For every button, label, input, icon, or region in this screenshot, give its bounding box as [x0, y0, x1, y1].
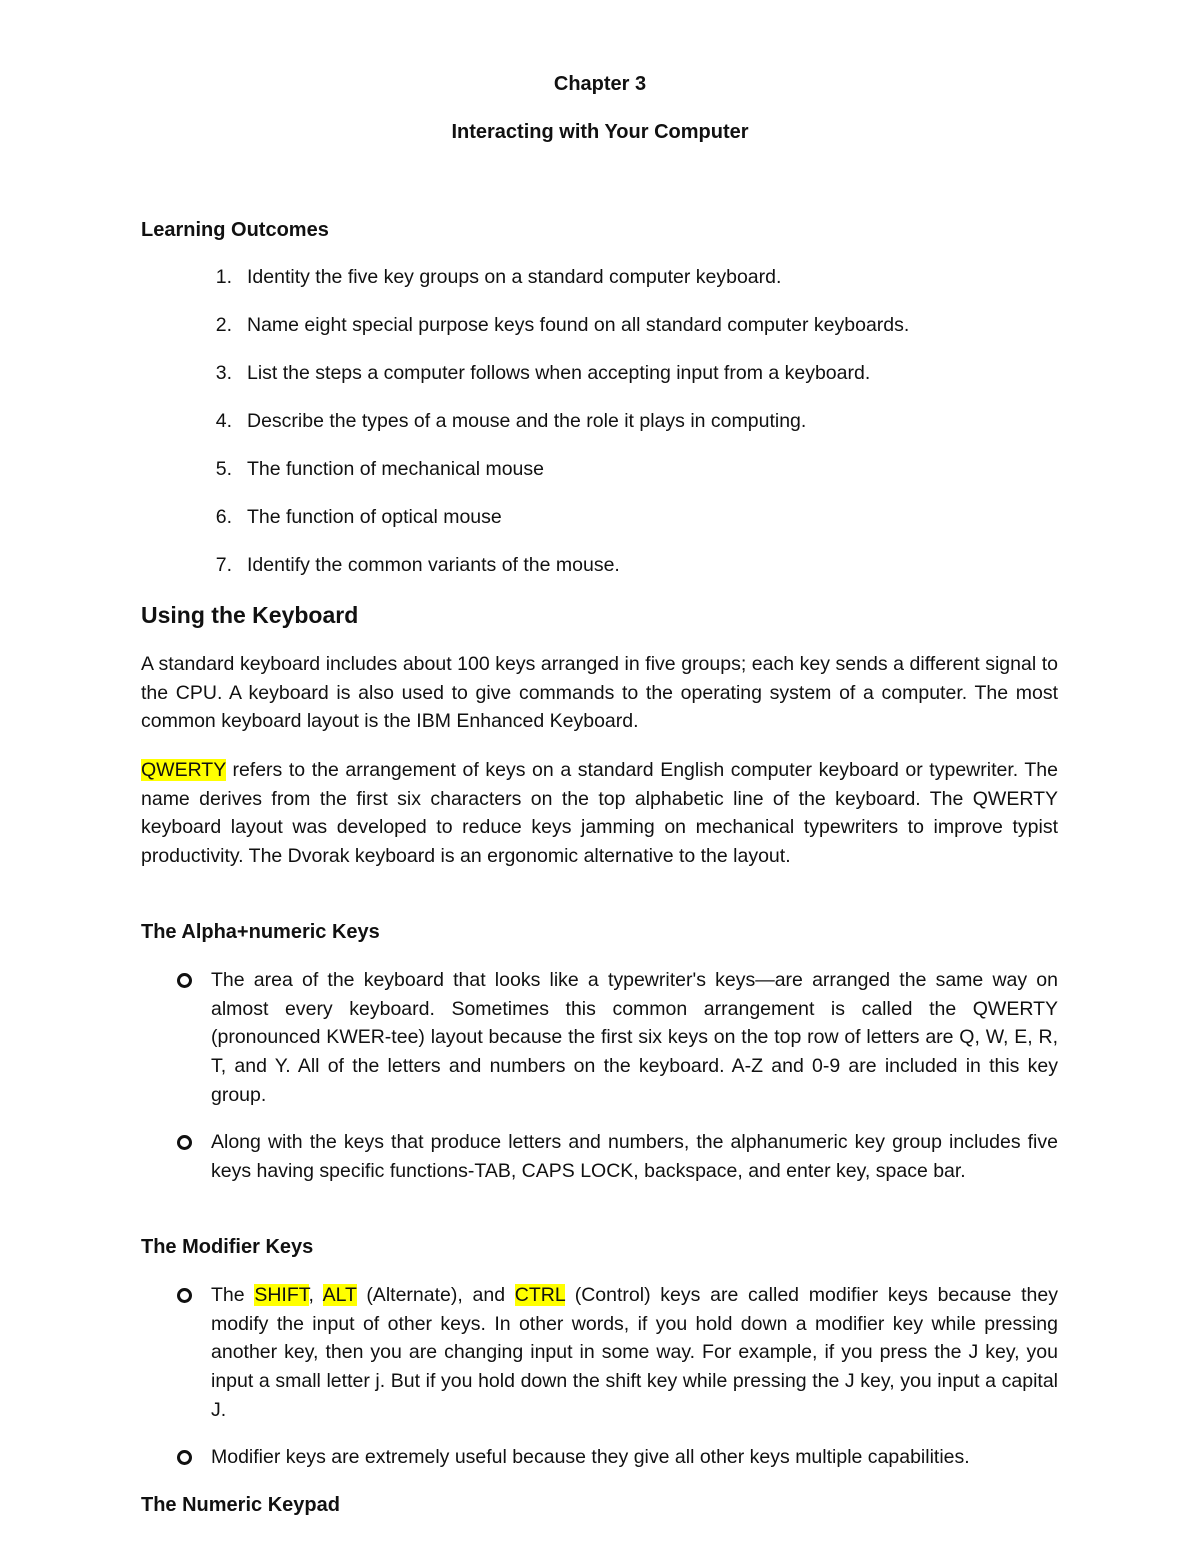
outcome-text: List the steps a computer follows when accepting input from a keyboard.	[247, 362, 871, 384]
outcome-number: 7.	[215, 554, 232, 576]
outcome-number: 1.	[215, 266, 232, 288]
numeric-keypad-heading: The Numeric Keypad	[141, 1494, 340, 1516]
bullet-icon	[176, 1449, 193, 1466]
chapter-title: Interacting with Your Computer	[451, 121, 749, 143]
alt-highlight: ALT	[322, 1284, 357, 1306]
alphanumeric-bullet-2: Along with the keys that produce letters and numbers, the alphanumeric key group includes five keys having specific functions-TAB, CAPS LOCK, backspace, and enter key, space bar.	[211, 1131, 1058, 1182]
modifier-bullet-2: Modifier keys are extremely useful because they give all other keys multiple capabilities.	[211, 1446, 970, 1468]
ctrl-highlight: CTRL	[514, 1284, 565, 1306]
modifier-heading: The Modifier Keys	[141, 1236, 314, 1258]
outcome-text: Identity the five key groups on a standard computer keyboard.	[247, 266, 782, 288]
modifier-text: (Control) keys are called modifier keys because they modify the input of other keys. In other words, if you hold down a modifier key while pressing another key, then you are changing input in some way. For example, if you press the J key, you input a small letter j. But if you hold down the shift key while pressing the J key, you input a capital J.	[211, 1284, 1058, 1421]
outcome-text: The function of optical mouse	[247, 506, 502, 528]
modifier-text: ,	[308, 1284, 323, 1306]
qwerty-highlight: QWERTY	[141, 759, 226, 781]
shift-highlight: SHIFT	[254, 1284, 309, 1306]
modifier-text: (Alternate), and	[356, 1284, 515, 1306]
outcome-number: 2.	[215, 314, 232, 336]
qwerty-paragraph	[141, 756, 1058, 870]
outcome-number: 5.	[215, 458, 232, 480]
outcome-number: 4.	[215, 410, 232, 432]
modifier-text: The	[211, 1284, 255, 1306]
outcome-text: The function of mechanical mouse	[247, 458, 544, 480]
outcome-number: 6.	[215, 506, 232, 528]
qwerty-paragraph-text: refers to the arrangement of keys on a standard English computer keyboard or typewriter. The name derives from the first six characters on the top alphabetic line of the keyboard. The QWERTY keyboard layout was developed to reduce keys jamming on mechanical typewriters to improve typist productivity. The Dvorak keyboard is an ergonomic alternative to the layout.	[141, 759, 1058, 867]
keyboard-intro-paragraph: A standard keyboard includes about 100 keys arranged in five groups; each key sends a different signal to the CPU. A keyboard is also used to give commands to the operating system of a computer. The most common keyboard layout is the IBM Enhanced Keyboard.	[141, 653, 1058, 732]
outcome-text: Identify the common variants of the mouse.	[247, 554, 620, 576]
learning-outcomes-heading: Learning Outcomes	[141, 219, 329, 241]
bullet-icon	[176, 1134, 193, 1151]
outcome-number: 3.	[215, 362, 232, 384]
outcome-text: Name eight special purpose keys found on all standard computer keyboards.	[247, 314, 910, 336]
bullet-icon	[176, 1287, 193, 1304]
keyboard-section-heading: Using the Keyboard	[141, 602, 359, 628]
chapter-label: Chapter 3	[553, 73, 647, 95]
modifier-bullet-1	[211, 1281, 1058, 1425]
outcome-text: Describe the types of a mouse and the role it plays in computing.	[247, 410, 807, 432]
alphanumeric-bullet-1: The area of the keyboard that looks like a typewriter's keys—are arranged the same way on almost every keyboard. Sometimes this common arrangement is called the QWERTY (pronounced KWER-tee) layout because the first six keys on the top row of letters are Q, W, E, R, T, and Y. All of the letters and numbers on the keyboard. A-Z and 0-9 are included in this key group.	[211, 969, 1058, 1106]
alphanumeric-heading: The Alpha+numeric Keys	[141, 921, 380, 943]
bullet-icon	[176, 972, 193, 989]
